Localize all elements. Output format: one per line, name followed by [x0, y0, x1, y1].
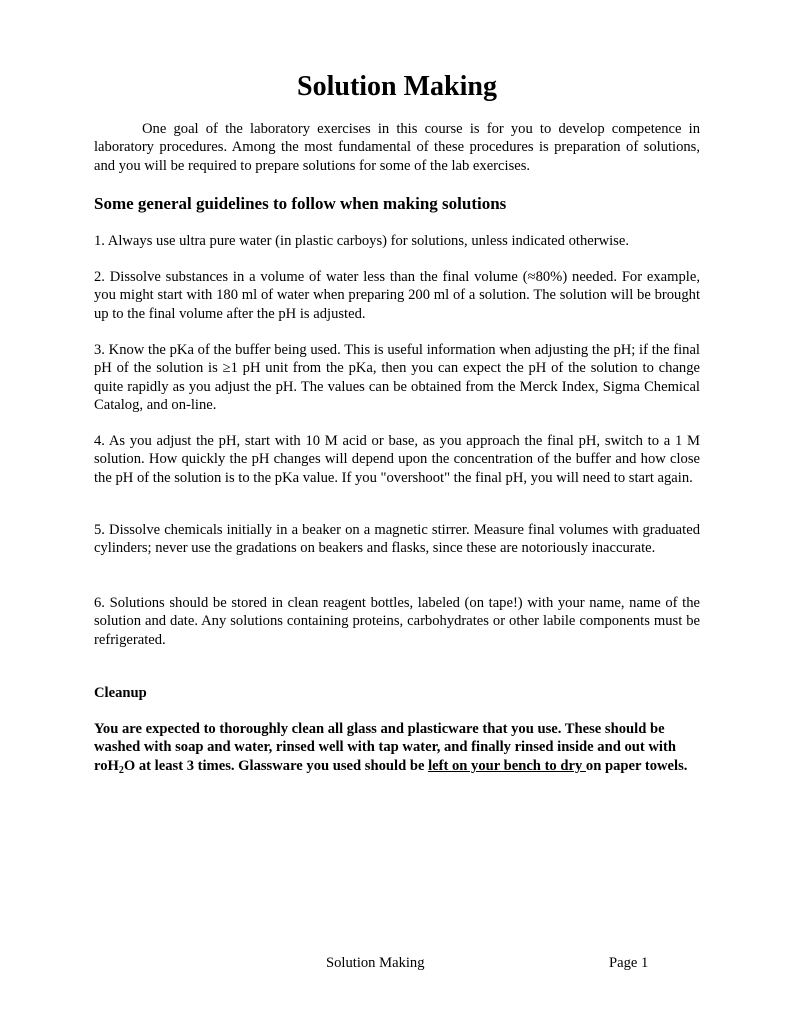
guideline-item: 6. Solutions should be stored in clean reagent bottles, labeled (on tape!) with your name, name of the solution and date. Any solutions containing proteins, carbohydrates or other labile components must be refrigerated. [94, 595, 700, 648]
guideline-item: 1. Always use ultra pure water (in plastic carboys) for solutions, unless indicated otherwise. [94, 233, 629, 249]
guidelines-heading [94, 194, 700, 215]
cleanup-heading: Cleanup [94, 685, 147, 701]
cleanup-text-part3: on paper towels. [585, 757, 688, 774]
cleanup-text-part1: You are expected to thoroughly clean all glass and plasticware that you use. These should be washed with soap and water, rinsed well with tap water, and finally rinsed inside and out with roH [94, 721, 676, 774]
cleanup-paragraph [94, 720, 700, 775]
document-title: Solution Making [297, 71, 497, 102]
guideline-item: 3. Know the pKa of the buffer being used. This is useful information when adjusting the pH; if the final pH of the solution is ≥1 pH unit from the pKa, then you can expect the pH of the solution to change quite rapidly as you adjust the pH. The values can be obtained from the Merck Index, Sigma Chemical Catalog, and on-line. [94, 342, 700, 413]
footer-page-number: Page 1 [609, 955, 649, 971]
subscript-two: 2 [118, 764, 124, 776]
guideline-item: 4. As you adjust the pH, start with 10 M acid or base, as you approach the final pH, switch to a 1 M solution. How quickly the pH changes will depend upon the concentration of the buffer and how close the pH of the solution is to the pKa value. If you "overshoot" the final pH, you will need to start again. [94, 433, 700, 486]
cleanup-text-part2: O at least 3 times. Glassware you used should be [123, 757, 429, 774]
cleanup-underlined-text: left on your bench to dry [428, 757, 586, 774]
footer-title: Solution Making [326, 955, 425, 971]
guideline-item: 5. Dissolve chemicals initially in a beaker on a magnetic stirrer. Measure final volumes with graduated cylinders; never use the gradations on beakers and flasks, since these are notoriously inaccurate. [94, 522, 700, 557]
document-page [94, 0, 700, 1024]
guideline-item: 2. Dissolve substances in a volume of water less than the final volume (≈80%) needed. For example, you might start with 180 ml of water when preparing 200 ml of a solution. The solution will be brought up to the final volume after the pH is adjusted. [94, 269, 700, 322]
intro-paragraph: One goal of the laboratory exercises in this course is for you to develop competence in laboratory procedures. Among the most fundamental of these procedures is preparation of solutions, and you will be required to prepare solutions for some of the lab exercises. [94, 121, 700, 174]
guidelines-heading-text: Some general guidelines to follow when making solutions [94, 194, 507, 213]
